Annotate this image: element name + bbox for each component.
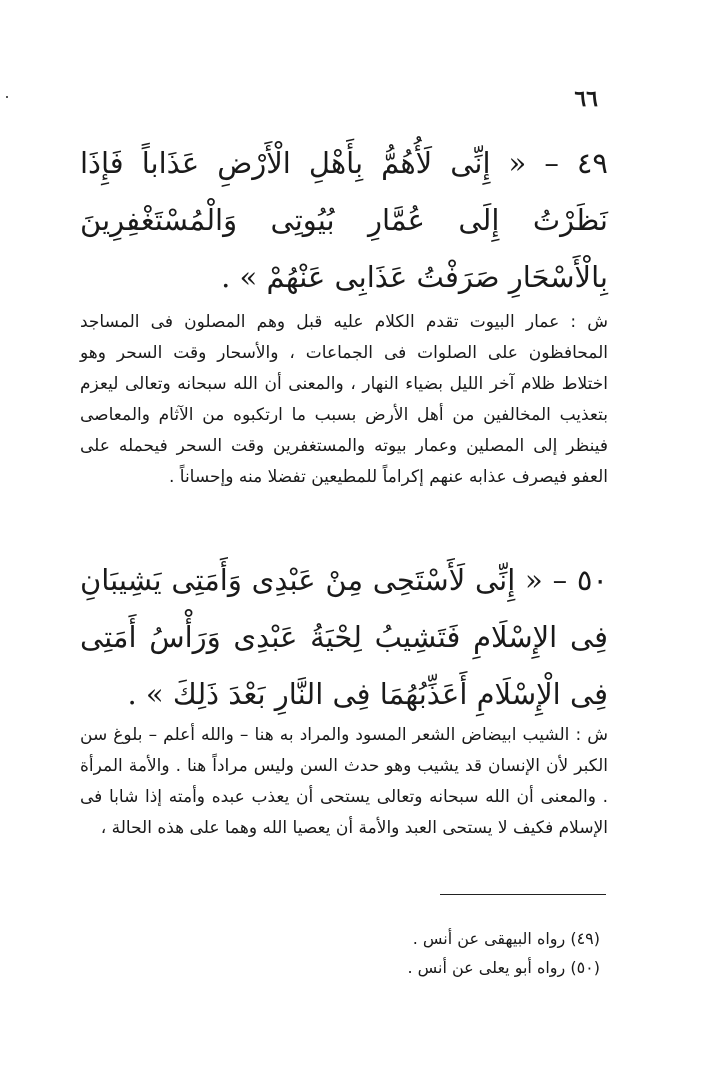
commentary-49-text: ش : عمار البيوت تقدم الكلام عليه قبل وهم المصلون فى المساجد المحافظون على الصلوات فى الجماعات ، والأسحار وقت السحر وهو اختلاط ظلام آخر الليل بضياء النهار ، والمعنى أن الله سبحانه وتعالى ليعزم بتعذيب المخالفين من أهل الأرض بسبب ما ارتكبوه من الآثام والمعاصى فينظر إلى المصلين وعمار بيوته والمستغفرين وقت السحر فيحمله على العفو فيصرف عذابه عنهم إكراماً للمطيعين تفضلا منه وإحساناً . bbox=[80, 312, 608, 487]
footnotes bbox=[300, 924, 600, 982]
footnote-divider bbox=[440, 894, 606, 895]
footnote-49: (٤٩) رواه البيهقى عن أنس . bbox=[412, 929, 600, 948]
margin-mark bbox=[6, 96, 8, 98]
hadith-49-text: ٤٩ – « إِنِّى لَأُهُمُّ بِأَهْلِ الْأَرْضِ عَذَاباً فَإِذَا نَظَرْتُ إِلَى عُمَّارِ بُيُوتِى وَالْمُسْتَغْفِرِينَ بِالْأَسْحَارِ صَرَفْتُ عَذَابِى عَنْهُمْ » . bbox=[80, 146, 608, 294]
hadith-50-text: ٥٠ – « إِنِّى لَأَسْتَحِى مِنْ عَبْدِى وَأَمَتِى يَشِيبَانِ فِى الإِسْلَامِ فَتَشِيبُ لِحْيَةُ عَبْدِى وَرَأْسُ أَمَتِى فِى الْإِسْلَامِ أَعَذِّبُهُمَا فِى النَّارِ بَعْدَ ذَلِكَ » . bbox=[80, 563, 608, 711]
page-number: ٦٦ bbox=[574, 86, 598, 112]
commentary-50-text: ش : الشيب ابيضاض الشعر المسود والمراد به هنا – والله أعلم – بلوغ سن الكبر لأن الإنسان قد يشيب وهو حدث السن وليس مراداً هنا . والأمة المرأة . والمعنى أن الله سبحانه وتعالى يستحى أن يعذب عبده وأمته إذا شابا فى الإسلام فكيف لا يستحى العبد والأمة أن يعصيا الله وهما على هذه الحالة ، bbox=[80, 725, 608, 838]
footnote-50: (٥٠) رواه أبو يعلى عن أنس . bbox=[407, 958, 600, 977]
